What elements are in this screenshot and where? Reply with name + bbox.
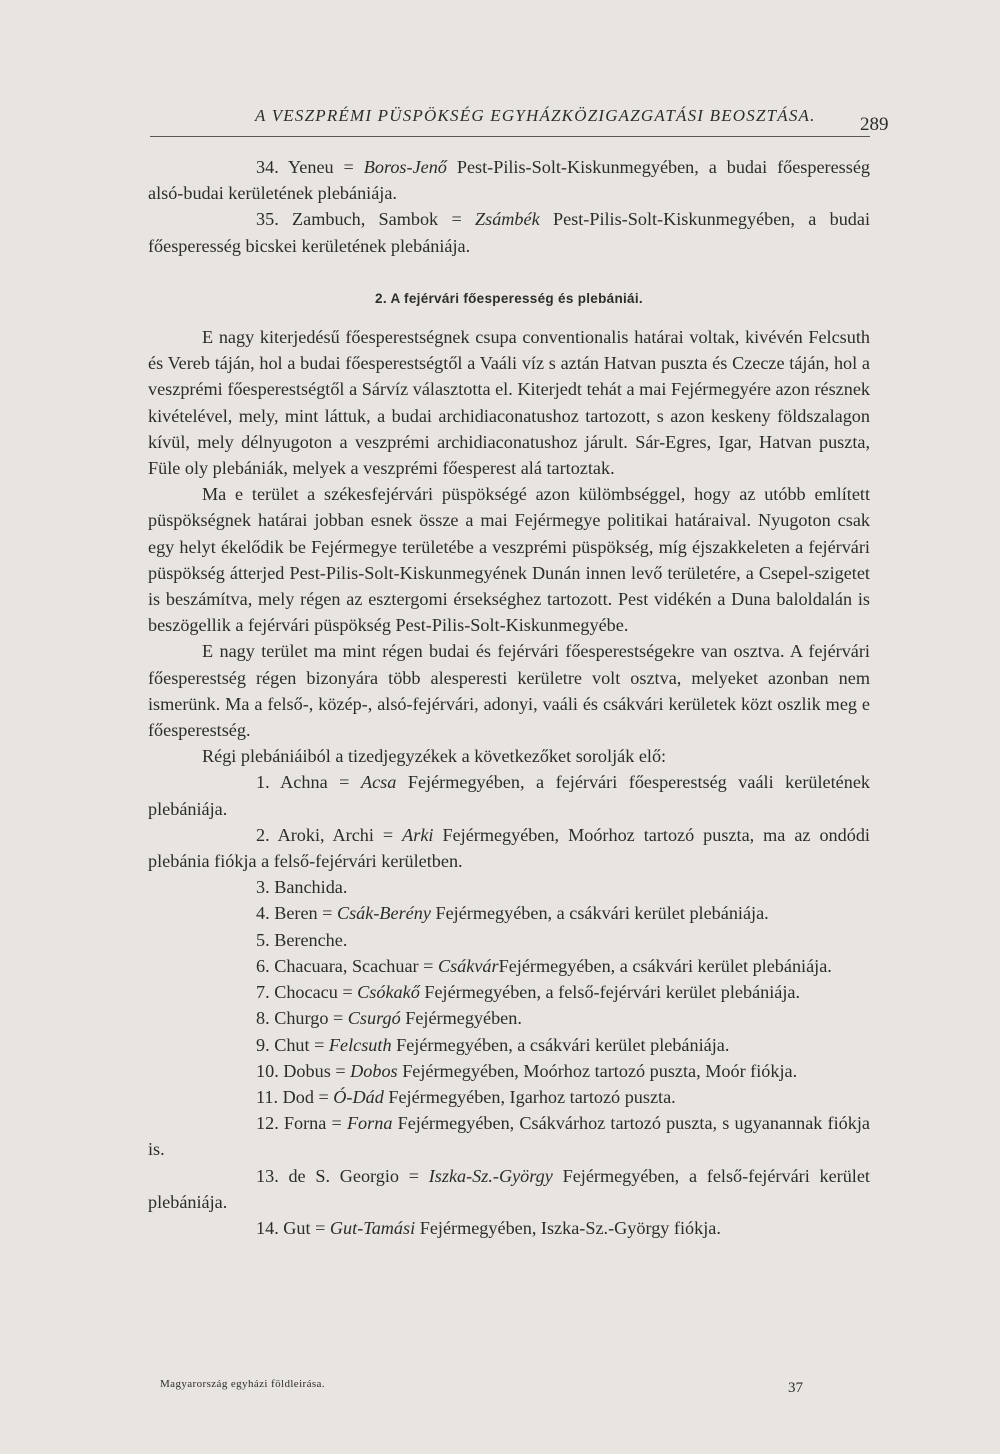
parish-entry	[148, 154, 870, 206]
entry-old-name: Chacuara, Scachuar =	[269, 955, 438, 976]
entry-number: 14.	[256, 1217, 279, 1238]
entry-number: 1.	[256, 772, 270, 793]
entry-description: Fejérmegyében, a csákvári kerület plebániája.	[391, 1034, 730, 1055]
entry-old-name: Chocacu =	[269, 982, 358, 1003]
entry-old-name: Dobus =	[278, 1060, 351, 1081]
entry-modern-name: Arki	[402, 824, 434, 845]
entry-old-name: de S. Georgio =	[278, 1165, 429, 1186]
entry-description: Fejérmegyében, a csákvári kerület plebániája.	[430, 903, 769, 924]
parish-entry	[148, 822, 870, 874]
running-title: A VESZPRÉMI PÜSPÖKSÉG EGYHÁZKÖZIGAZGATÁSI BEOSZTÁSA.	[255, 106, 816, 125]
entry-description: Pest-Pilis-Solt-Kiskunmegyében, a budai főesperesség alsó-budai kerületének plebániája.	[148, 157, 870, 204]
page-number: 289	[860, 114, 889, 135]
entry-modern-name: Csák-Berény	[336, 903, 431, 924]
entry-number: 3.	[256, 877, 270, 898]
entry-number: 2.	[256, 824, 270, 845]
entry-description: Fejérmegyében, Csákvárhoz tartozó puszta, s ugyanannak fiókja is.	[148, 1113, 870, 1160]
entry-description: Fejérmegyében, Moórhoz tartozó puszta, ma az ondódi plebánia fiókja a felső-fejérvári kerületben.	[148, 824, 870, 872]
entry-number: 8.	[256, 1008, 270, 1029]
parish-entry	[148, 1005, 870, 1031]
parish-entry	[148, 927, 870, 953]
entry-old-name: Churgo =	[269, 1008, 348, 1029]
parish-entry	[148, 206, 870, 258]
entry-description: Fejérmegyében.	[400, 1008, 522, 1029]
parish-entry	[148, 1110, 870, 1162]
entry-old-name: Chut =	[269, 1034, 329, 1055]
entry-old-name: Forna =	[278, 1113, 347, 1134]
entry-number: 4.	[256, 903, 270, 924]
entry-description: Pest-Pilis-Solt-Kiskunmegyében, a budai főesperesség bicskei kerületének plebániája.	[148, 209, 871, 256]
section-heading: 2. A fejérvári főesperesség és plebániái.	[375, 290, 643, 306]
entry-number: 13.	[256, 1165, 279, 1186]
paragraph: Ma e terület a székesfejérvári püspökségé azon külömbséggel, hogy az utóbb említett püspökségnek határai jobban esnek össze a mai Fejérmegye politikai határaival. Nyugoton csak egy helyt ékelődik be Fejérmegye területébe a veszprémi püspökség, míg éjszakkeleten a fejérvári püspökség átterjed Pest-Pilis-Solt-Kiskunmegyének Dunán innen levő területére, a Csepel-szigetet is beszámítva, mely régen az esztergomi érsekséghez tartozott. Pest vidékén a Duna baloldalán is beszögellik a fejérvári püspökség Pest-Pilis-Solt-Kiskunmegyébe.	[148, 484, 870, 636]
entry-number: 7.	[256, 982, 270, 1003]
entry-modern-name: Dobos	[350, 1060, 398, 1081]
paragraph: E nagy terület ma mint régen budai és fejérvári főesperestségekre van osztva. A fejérvári főesperestség régen bizonyára több alesperesti kerületre volt osztva, melyeket azonban nem ismerünk. Ma a felső-, közép-, alsó-fejérvári, adonyi, vaáli és csákvári kerületek közt oszlik meg e főesperestség.	[148, 641, 870, 741]
entry-modern-name: Csókakő	[357, 982, 420, 1003]
parish-entry	[148, 953, 870, 979]
parish-entry	[148, 874, 870, 900]
entry-description: Fejérmegyében, Iszka-Sz.-György fiókja.	[415, 1217, 721, 1238]
body-text	[148, 154, 870, 1241]
entry-old-name: Zambuch, Sambok =	[278, 209, 475, 230]
footer-sheet-number: 37	[788, 1380, 803, 1396]
parish-entry	[148, 769, 870, 821]
entry-modern-name: Zsámbék	[475, 209, 540, 230]
entry-number: 35.	[256, 209, 279, 230]
entry-number: 34.	[256, 157, 279, 177]
entry-old-name: Beren =	[269, 903, 337, 924]
parish-entry	[148, 1163, 870, 1215]
parish-entry	[148, 900, 870, 926]
entry-old-name: Aroki, Archi =	[269, 824, 403, 845]
entry-description: Fejérmegyében, Moórhoz tartozó puszta, Moór fiókja.	[397, 1060, 798, 1081]
entry-description: Fejérmegyében, a felső-fejérvári kerület plebániája.	[148, 1165, 870, 1212]
entry-number: 6.	[256, 955, 270, 976]
entry-number: 11.	[256, 1086, 279, 1107]
entry-description: Fejérmegyében, a csákvári kerület plebániája.	[498, 955, 832, 976]
paragraph: E nagy kiterjedésű főesperestségnek csupa conventionalis határai voltak, kivévén Felcsuth és Vereb táján, hol a budai főesperestségtől a Vaáli víz s aztán Hatvan puszta és Czecze táján, hol a veszprémi főesperestségtől a Sárvíz választotta el. Kiterjedt tehát a mai Fejérmegyére azon résznek kivételével, mely, mint láttuk, a budai archidiaconatushoz tartozott, s azon keskeny földszalagon kívül, mely délnyugoton a veszprémi archidiaconatushoz járult. Sár-Egres, Igar, Hatvan puszta, Füle oly plebániák, melyek a veszprémi főesperest alá tartoztak.	[148, 327, 870, 479]
entry-old-name: Yeneu =	[278, 157, 364, 177]
entry-old-name: Banchida.	[269, 877, 348, 898]
entry-modern-name: Felcsuth	[328, 1034, 392, 1055]
entry-old-name: Berenche.	[269, 929, 348, 950]
parish-entry	[148, 1058, 870, 1084]
entry-modern-name: Gut-Tamási	[329, 1217, 416, 1238]
parish-entry	[148, 1032, 870, 1058]
entry-modern-name: Csurgó	[347, 1008, 401, 1029]
entry-old-name: Achna =	[269, 772, 361, 793]
intro-entry-list	[148, 154, 870, 259]
entry-modern-name: Ó-Dád	[333, 1086, 384, 1107]
entry-modern-name: Csákvár	[437, 955, 499, 976]
entry-modern-name: Acsa	[360, 772, 397, 793]
footer-signature: Magyarország egyházi földleirása.	[160, 1378, 325, 1390]
parish-entry	[148, 1084, 870, 1110]
entry-modern-name: Iszka-Sz.-György	[428, 1165, 553, 1186]
entry-modern-name: Forna	[346, 1113, 393, 1134]
parish-entry	[148, 979, 870, 1005]
parish-entry-list	[148, 769, 870, 1241]
parish-entry	[148, 1215, 870, 1241]
entry-description: Fejérmegyében, a fejérvári főesperestség vaáli kerületének plebániája.	[148, 772, 870, 819]
entry-description: Fejérmegyében, Igarhoz tartozó puszta.	[383, 1086, 676, 1107]
entry-modern-name: Boros-Jenő	[363, 157, 447, 177]
entry-number: 12.	[256, 1113, 279, 1134]
entry-number: 10.	[256, 1060, 279, 1081]
paragraph: Régi plebániáiból a tizedjegyzékek a következőket sorolják elő:	[202, 746, 667, 767]
entry-old-name: Gut =	[278, 1217, 330, 1238]
entry-number: 9.	[256, 1034, 270, 1055]
page-header	[150, 100, 889, 137]
entry-description: Fejérmegyében, a felső-fejérvári kerület plebániája.	[419, 982, 801, 1003]
entry-old-name: Dod =	[278, 1086, 334, 1107]
entry-number: 5.	[256, 929, 270, 950]
